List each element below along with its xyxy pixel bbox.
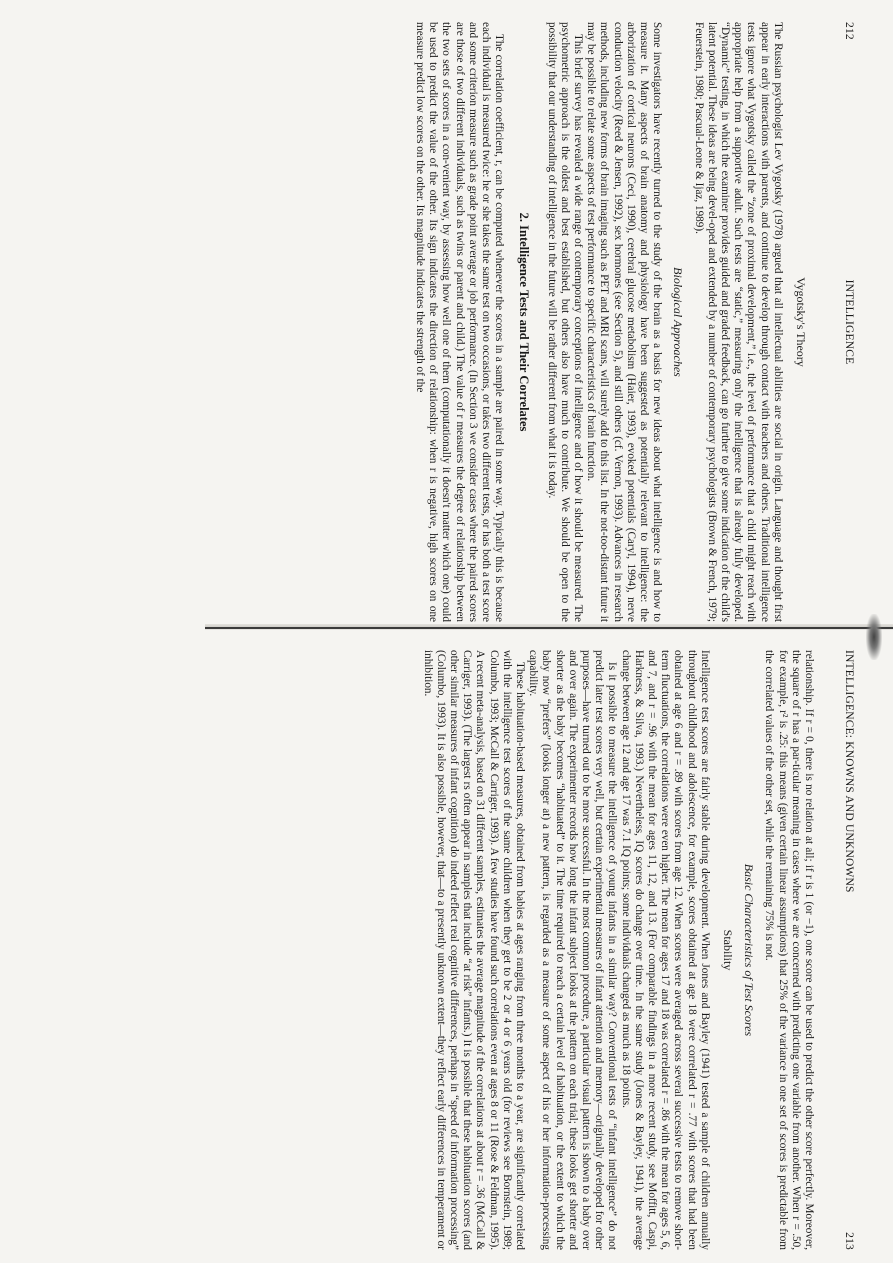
paragraph-correlation: The correlation coefficient, r, can be computed whenever the scores in a sample are paired in some way. Typically this is because each individual is measured twice: he or she takes the same test on two occasions, or takes two different tests, or has both a test score and some criterion measure such as grade point average or job performance. (In Section 3 we consider cases where the paired scores are those of two different individuals, such as twins or parent and child.) The value of r measures the degree of relationship between the two sets of scores in a con-venient way, by assessing how well one of them (computationally it doesn't matter which one) could be used to predict the value of the other. Its sign indicates the direction of relationship: when r is negative, high scores on one measure predict low scores on the other. Its magnitude indicates the strength of the (413, 22, 506, 622)
folio-212: 212 (843, 22, 855, 40)
section-title-vygotsky: Vygotsky's Theory (794, 277, 808, 367)
paragraph-stability-1: Intelligence test scores are fairly stable during development. When Jones and Bayley (1941) tested a sample of children annually throughout childhood and adolescence, for example, scores obtained at age 18 were correlated r = .77 with scores that had been obtained at age 6 and r = .89 with scores from age 12. When scores were averaged across several successive tests to remove short-term fluctuations, the correlations were even higher. The mean for ages 17 and 18 was correlated r = .86 with the mean for ages 5, 6, and 7, and r = .96 with the mean for ages 11, 12, and 13. (For comparable findings in a more recent study, see Moffitt, Caspi, Harkness, & Silva, 1993.) Nevertheless, IQ scores do change over time. In the same study (Jones & Bayley, 1941), the average change between age 12 and age 17 was 7.1 IQ points; some individuals changed as much as 18 points. (619, 650, 711, 1250)
running-head-212 (841, 22, 855, 622)
page-213 (421, 650, 855, 1250)
paragraph-stability-3: These habituation-based measures, obtained from babies at ages ranging from three months to a year, are significantly correlated with the intelligence test scores of the same children when they get to be 2 or 4 or 6 years old (for reviews see Bornstein, 1989; Columbo, 1993; McCall & Carriger, 1993). A few studies have found such correlations even at ages 8 or 11 (Rose & Feldman, 1995). A recent meta-analysis, based on 31 different samples, estimates the average magnitude of the correlations at about r = .36 (McCall & Carriger, 1993). (The largest rs often appear in samples that include “at risk” infants.) It is possible that these habituation scores (and other similar measures of infant cognition) do indeed reflect real cognitive differences, perhaps in “speed of information processing” (Columbo, 1993). It is also possible, however, that—to a presently unknown extent—they reflect early differences in temperament or inhibition. (421, 650, 526, 1250)
folio-213: 213 (843, 1232, 855, 1250)
running-head-title-213: INTELLIGENCE: KNOWNS AND UNKNOWNS (843, 650, 855, 893)
page-212-body (413, 22, 815, 622)
page-gutter-line (205, 627, 893, 629)
section-title-basic-characteristics: Basic Characteristics of Test Scores (742, 863, 757, 1037)
section-title-intelligence-tests: 2. Intelligence Tests and Their Correlates (517, 212, 532, 432)
paragraph-biological-2: This brief survey has revealed a wide range of contemporary conceptions of intelligence and of how it should be measured. The psychometric approach is the oldest and best established, but others also have much to contribute. We should be open to the possibility that our understanding of intelligence in the future will be rather different from what it is today. (545, 22, 584, 622)
paragraph-vygotsky: The Russian psychologist Lev Vygotsky (1978) argued that all intellectual abilities are social in origin. Language and thought first appear in early interactions with parents, and continue to develop through contact with teachers and others. Traditional intelligence tests ignore what Vygotsky called the “zone of proximal development,” i.e., the level of performance that a child might reach with appropriate help from a supportive adult. Such tests are “static,” measuring only the intelligence that is already fully developed. “Dynamic” testing, in which the examiner provides guided and graded feedback, can go further to give some indication of the child's latent potential. These ideas are being devel-oped and extended by a number of contemporary psychologists (Brown & French, 1979; Feuerstein, 1980; Pascual-Leone & Ijaz, 1989). (692, 22, 784, 622)
section-title-biological: Biological Approaches (671, 267, 686, 377)
running-head-213 (841, 650, 855, 1250)
page-212 (413, 22, 855, 622)
paragraph-continuation: relationship. If r = 0, there is no relation at all; if r is 1 (or −1), one score can be used to predict the other score perfectly. Moreover, the square of r has a par-ticular meaning in cases where we are concerned with predicting one variable from another. When r = .50, for example, r² is .25: this means (given certain linear assumptions) that 25% of the variance in one set of scores is predictable from the correlated values of the other set, while the remaining 75% is not. (763, 650, 815, 1250)
paragraph-biological-1: Some investigators have recently turned to the study of the brain as a basis for new ideas about what intelligence is and how to measure it. Many aspects of brain anatomy and physiology have been suggested as potentially relevant to intelligence: the arborization of cortical neurons (Ceci, 1990), cerebral glucose metabolism (Haier, 1993), evoked potentials (Caryl, 1994), nerve conduction velocity (Reed & Jensen, 1992), sex hormones (see Section 5), and still others (cf. Vernon, 1993). Advances in research methods, including new forms of brain imaging such as PET and MRI scans, will surely add to this list. In the not-too-distant future it may be possible to relate some aspects of test performance to specific characteristics of brain function. (585, 22, 664, 622)
running-head-title-212: INTELLIGENCE (843, 279, 855, 365)
paragraph-stability-2: Is it possible to measure the intelligence of young infants in a similar way? Conventional tests of “infant intelligence” do not predict later test scores very well, but certain experimental measures of infant attention and memory—originally developed for other purposes—have turned out to be more successful. In the most common procedure, a particular visual pattern is shown to a baby over and over again. The experimenter records how long the infant subject looks at the pattern on each trial; these looks get shorter and shorter as the baby becomes “habituated” to it. The time required to reach a certain level of habituation, or the extent to which the baby now “prefers” (looks longer at) a new pattern, is regarded as a measure of some aspect of his or her information-processing capability. (527, 650, 619, 1250)
section-title-stability: Stability (720, 929, 735, 971)
scan-smudge (866, 614, 882, 660)
page-213-body (421, 650, 815, 1250)
